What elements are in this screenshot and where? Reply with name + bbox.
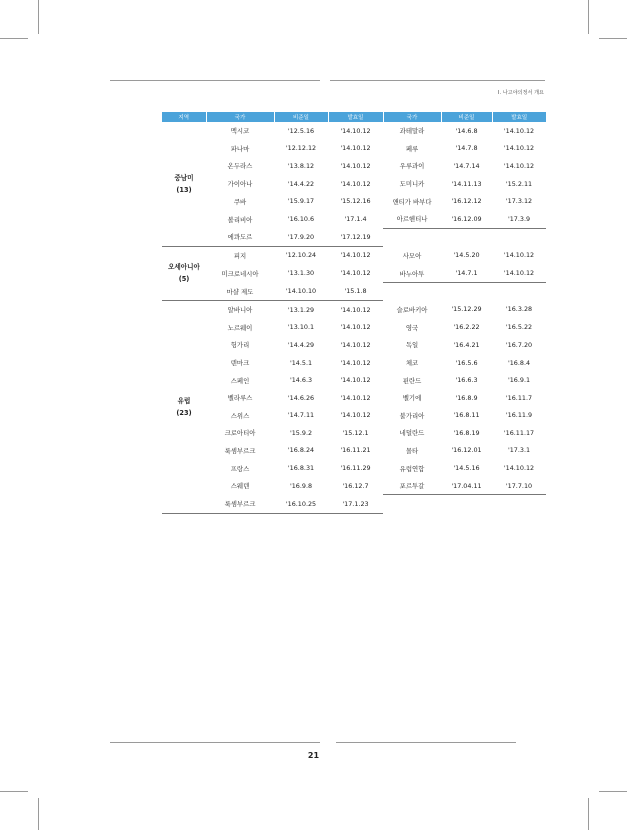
country-cell: 영국	[405, 323, 419, 332]
ratified-cell: '16.9.8	[289, 481, 313, 490]
country-cell: 우루과이	[399, 162, 425, 171]
effective-cell: '14.10.12	[503, 161, 535, 170]
ratified-cell: '16.8.31	[287, 464, 315, 473]
ratified-cell: '17.9.20	[274, 228, 328, 246]
ratified-cell: '13.10.1	[287, 323, 315, 332]
table-row	[162, 175, 546, 193]
ratified-cell: '14.6.26	[287, 393, 315, 402]
effective-cell: '17.3.9	[492, 210, 546, 228]
country-cell: 알바니아	[227, 306, 253, 315]
table-row	[162, 459, 546, 477]
header-ratified: 비준일	[441, 112, 492, 122]
ratified-cell: '16.10.6	[287, 215, 315, 224]
effective-cell: '16.11.29	[340, 464, 371, 473]
country-cell: 도미니카	[399, 180, 425, 189]
table-row	[162, 477, 546, 495]
ratified-cell: '14.6.8	[455, 126, 478, 135]
ratified-cell: '16.8.11	[453, 411, 480, 420]
ratified-cell: '16.6.3	[455, 376, 478, 385]
country-cell: 가이아나	[227, 180, 253, 189]
ratified-cell: '14.7.14	[453, 161, 480, 170]
effective-cell: '14.10.12	[340, 269, 371, 278]
effective-cell: '14.10.12	[340, 305, 371, 314]
effective-cell: '14.10.12	[340, 358, 371, 367]
country-cell: 스위스	[230, 411, 250, 420]
ratified-cell: '15.9.17	[287, 197, 315, 206]
country-cell: 볼리비아	[227, 215, 253, 224]
crop-mark	[0, 791, 28, 792]
country-cell: 프랑스	[230, 464, 250, 473]
crop-mark	[599, 38, 627, 39]
country-cell: 유럽연합	[399, 464, 425, 473]
country-cell: 앤티가 바부다	[392, 197, 432, 206]
country-cell: 노르웨이	[227, 323, 253, 332]
effective-cell: '16.11.7	[505, 393, 533, 402]
page-number: 21	[307, 751, 320, 760]
ratified-cell: '12.5.16	[287, 126, 315, 135]
country-cell: 벨기에	[402, 394, 422, 403]
ratified-cell: '16.12.01	[451, 446, 482, 455]
crop-mark	[588, 0, 589, 34]
table-row	[162, 192, 546, 210]
ratified-cell: '13.1.30	[287, 269, 315, 278]
header-effective: 발효일	[492, 112, 546, 122]
country-cell: 체코	[405, 359, 419, 368]
ratification-table	[162, 112, 546, 514]
country-cell: 온두라스	[227, 162, 253, 171]
table-row	[162, 371, 546, 389]
effective-cell	[492, 282, 546, 300]
table-row	[162, 354, 546, 372]
country-cell: 멕시코	[230, 127, 250, 136]
effective-cell: '14.10.12	[503, 464, 535, 473]
effective-cell	[492, 228, 546, 246]
ratified-cell: '14.11.13	[451, 179, 482, 188]
region-name: 유럽	[177, 396, 191, 405]
table-row	[162, 264, 546, 282]
ratified-cell: '16.8.19	[453, 428, 480, 437]
table-row	[162, 442, 546, 460]
effective-cell: '14.10.12	[340, 376, 371, 385]
header-country: 국가	[383, 112, 441, 122]
running-header: Ⅰ. 나고야의정서 개요	[497, 90, 544, 96]
country-cell: 쿠바	[233, 197, 247, 206]
effective-cell: '16.12.7	[342, 481, 369, 490]
effective-cell: '14.10.12	[340, 340, 371, 349]
effective-cell: '14.10.12	[503, 126, 535, 135]
ratified-cell: '14.4.22	[287, 179, 315, 188]
table-row	[162, 228, 546, 246]
ratified-cell: '16.2.22	[453, 323, 480, 332]
effective-cell: '14.10.12	[503, 251, 535, 260]
country-cell: 포르투갈	[383, 477, 441, 495]
country-cell: 룩셈부르크	[206, 495, 274, 513]
region-cell	[162, 122, 206, 246]
ratified-cell	[441, 282, 492, 300]
effective-cell: '14.10.12	[340, 179, 371, 188]
effective-cell: '14.10.12	[503, 144, 535, 153]
ratified-cell: '14.4.29	[287, 340, 315, 349]
effective-cell: '16.11.17	[503, 428, 535, 437]
ratified-cell: '14.7.8	[455, 144, 478, 153]
table-row	[162, 246, 546, 264]
country-cell: 크로아티아	[224, 429, 256, 438]
table-row	[162, 336, 546, 354]
footer-rule-left	[110, 742, 320, 743]
ratified-cell	[441, 495, 492, 513]
header-country: 국가	[206, 112, 274, 122]
table-row	[162, 122, 546, 140]
country-cell: 사모아	[402, 251, 422, 260]
effective-cell: '16.11.21	[340, 446, 371, 455]
ratified-cell: '16.8.24	[287, 446, 315, 455]
effective-cell: '14.10.12	[340, 411, 371, 420]
effective-cell: '16.9.1	[507, 376, 531, 385]
region-name: 중남미	[174, 173, 194, 182]
country-cell: 헝가리	[230, 341, 250, 350]
header-rule-right	[330, 80, 545, 81]
crop-mark	[0, 38, 28, 39]
country-cell: 과테말라	[399, 127, 425, 136]
table-row	[162, 407, 546, 425]
country-cell: 파나마	[230, 144, 250, 153]
crop-mark	[38, 798, 39, 830]
effective-cell: '15.12.1	[342, 428, 369, 437]
country-cell: 스웨덴	[230, 482, 250, 491]
ratified-cell: '14.10.10	[274, 282, 328, 300]
effective-cell: '16.5.22	[505, 323, 533, 332]
header-effective: 발효일	[328, 112, 383, 122]
ratified-cell: '14.5.16	[453, 464, 480, 473]
ratified-cell: '13.8.12	[287, 161, 315, 170]
ratified-cell: '12.12.12	[285, 144, 317, 153]
table-row	[162, 495, 546, 513]
country-cell	[383, 282, 441, 300]
ratified-cell: '13.1.29	[287, 305, 315, 314]
ratified-cell	[441, 228, 492, 246]
table-row	[162, 319, 546, 337]
country-cell: 바누아투	[383, 264, 441, 282]
effective-cell: '14.10.12	[340, 144, 371, 153]
effective-cell: '17.3.12	[505, 197, 533, 206]
ratified-cell: '14.7.11	[287, 411, 315, 420]
effective-cell: '15.1.8	[328, 282, 383, 300]
crop-mark	[38, 0, 39, 34]
table-row	[162, 157, 546, 175]
country-cell: 불가리아	[399, 411, 425, 420]
region-cell	[162, 246, 206, 300]
crop-mark	[599, 791, 627, 792]
table-row	[162, 300, 546, 318]
country-cell: 덴마크	[230, 359, 250, 368]
country-cell: 핀란드	[402, 376, 422, 385]
footer-rule-right	[336, 742, 516, 743]
country-cell: 벨라루스	[227, 394, 253, 403]
header-ratified: 비준일	[274, 112, 328, 122]
table-header-row	[162, 112, 546, 122]
country-cell: 몰타	[405, 446, 419, 455]
ratified-cell: '14.7.1	[441, 264, 492, 282]
ratified-cell: '14.5.20	[453, 251, 480, 260]
effective-cell: '14.10.12	[340, 393, 371, 402]
effective-cell: '14.10.12	[340, 323, 371, 332]
ratified-cell: '15.12.29	[451, 305, 482, 314]
table-row	[162, 282, 546, 300]
ratified-cell: '16.5.6	[455, 358, 478, 367]
table-row	[162, 140, 546, 158]
effective-cell: '16.8.4	[507, 358, 531, 367]
ratified-cell: '16.4.21	[453, 340, 480, 349]
region-count: (5)	[178, 275, 190, 284]
effective-cell: '14.10.12	[492, 264, 546, 282]
effective-cell: '17.7.10	[492, 477, 546, 495]
effective-cell: '16.7.20	[505, 340, 533, 349]
effective-cell: '17.1.4	[344, 215, 367, 224]
effective-cell: '17.1.23	[328, 495, 383, 513]
effective-cell: '14.10.12	[340, 126, 371, 135]
ratified-cell: '16.10.25	[274, 495, 328, 513]
country-cell: 미크로네시아	[221, 269, 259, 278]
country-cell: 스페인	[230, 376, 250, 385]
ratified-cell: '15.9.2	[289, 428, 313, 437]
ratified-cell: '16.12.12	[451, 197, 482, 206]
effective-cell: '15.2.11	[505, 179, 533, 188]
region-cell	[162, 300, 206, 513]
country-cell: 에콰도르	[206, 228, 274, 246]
country-cell	[383, 228, 441, 246]
country-cell: 페루	[405, 144, 419, 153]
effective-cell: '17.3.1	[507, 446, 531, 455]
effective-cell	[492, 495, 546, 513]
region-count: (13)	[176, 185, 192, 194]
effective-cell: '15.12.16	[340, 197, 371, 206]
table-row	[162, 389, 546, 407]
ratified-cell: '14.5.1	[289, 358, 313, 367]
country-cell: 슬로바키아	[396, 305, 428, 314]
effective-cell: '14.10.12	[340, 161, 371, 170]
country-cell: 독일	[405, 341, 419, 350]
crop-mark	[588, 798, 589, 830]
region-count: (23)	[176, 408, 192, 417]
table-row	[162, 424, 546, 442]
country-cell	[383, 495, 441, 513]
ratified-cell: '12.10.24	[285, 251, 317, 260]
country-cell: 마샬 제도	[206, 282, 274, 300]
effective-cell: '16.11.9	[505, 411, 533, 420]
country-cell: 피지	[233, 251, 247, 260]
effective-cell: '14.10.12	[340, 251, 371, 260]
ratified-cell: '17.04.11	[441, 477, 492, 495]
ratified-cell: '16.12.09	[441, 210, 492, 228]
country-cell: 네덜란드	[399, 429, 425, 438]
table-row	[162, 210, 546, 228]
country-cell: 룩셈부르크	[224, 446, 256, 455]
country-cell: 아르헨티나	[383, 210, 441, 228]
header-rule-left	[110, 80, 320, 81]
effective-cell: '16.3.28	[505, 305, 533, 314]
ratified-cell: '16.8.9	[455, 393, 478, 402]
header-region: 지역	[162, 112, 206, 122]
region-name: 오세아니아	[168, 263, 200, 272]
effective-cell: '17.12.19	[328, 228, 383, 246]
ratified-cell: '14.6.3	[289, 376, 313, 385]
